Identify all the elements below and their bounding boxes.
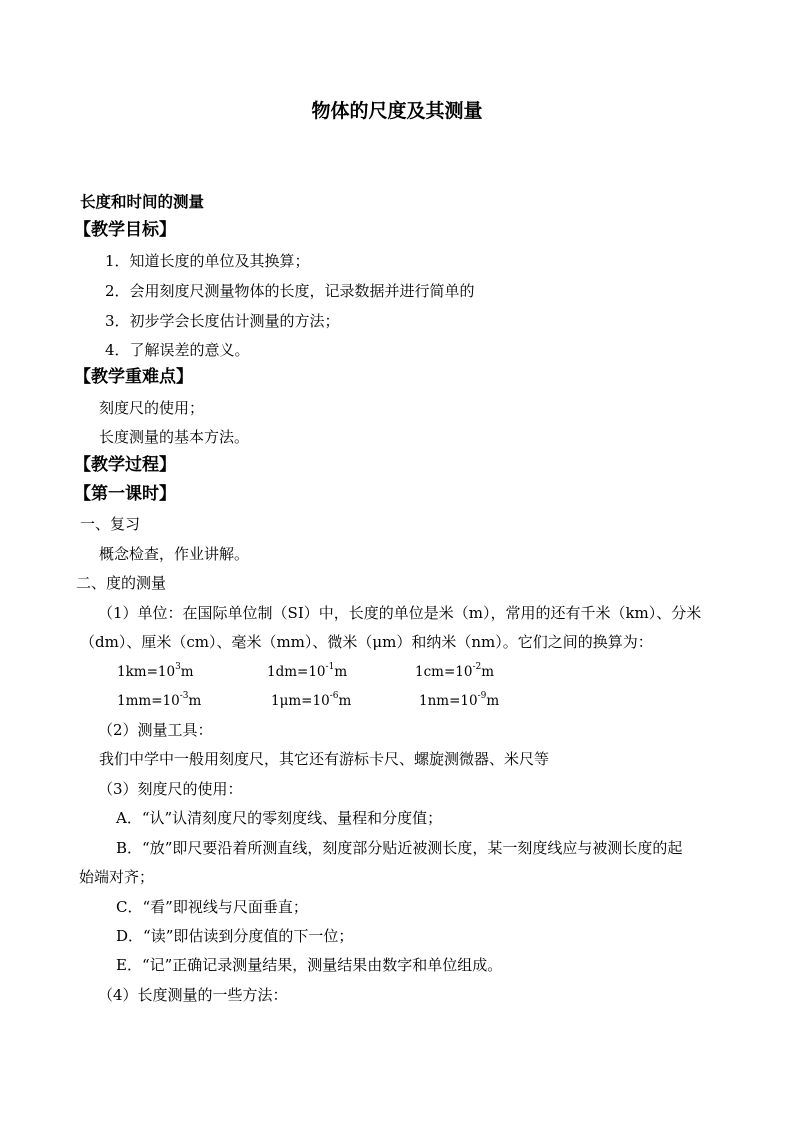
conversion-formula: $1km=10^3m$ bbox=[117, 662, 194, 680]
goal-item: 1．知道长度的单位及其换算； bbox=[105, 252, 310, 270]
process-heading: 【教学过程】 bbox=[74, 455, 176, 475]
page-title: 物体的尺度及其测量 bbox=[311, 100, 483, 122]
key-point-item: 刻度尺的使用； bbox=[99, 399, 205, 417]
methods-heading: （4）长度测量的一些方法： bbox=[98, 986, 288, 1004]
lesson-heading: 【第一课时】 bbox=[74, 484, 176, 504]
goal-item: 3．初步学会长度估计测量的方法； bbox=[105, 312, 340, 330]
ruler-step-continuation: 始端对齐； bbox=[79, 868, 155, 886]
key-points-heading: 【教学重难点】 bbox=[74, 367, 193, 387]
tools-heading: （2）测量工具： bbox=[98, 721, 213, 739]
key-point-item: 长度测量的基本方法。 bbox=[99, 428, 250, 446]
ruler-heading: （3）刻度尺的使用： bbox=[98, 780, 243, 798]
conversion-formula: $1cm=10^{-2}m$ bbox=[415, 662, 495, 680]
unit-paragraph-line: （1）单位：在国际单位制（SI）中，长度的单位是米（m），常用的还有千米（km）、分米 bbox=[98, 604, 702, 622]
conversion-formula: $1dm=10^{-1}m$ bbox=[267, 662, 348, 680]
ruler-step: D．“读”即估读到分度值的下一位； bbox=[116, 927, 354, 945]
goal-item: 2．会用刻度尺测量物体的长度，记录数据并进行简单的 bbox=[105, 282, 475, 300]
tools-text: 我们中学中一般用刻度尺，其它还有游标卡尺、螺旋测微器、米尺等 bbox=[99, 750, 550, 768]
ruler-step: B．“放”即尺要沿着所测直线，刻度部分贴近被测长度，某一刻度线应与被测长度的起 bbox=[116, 839, 683, 857]
review-heading: 一、复习 bbox=[80, 515, 141, 533]
ruler-step: A．“认”认清刻度尺的零刻度线、量程和分度值； bbox=[116, 809, 443, 827]
ruler-step: C．“看”即视线与尺面垂直； bbox=[116, 898, 308, 916]
unit-paragraph-line: （dm）、厘米（cm）、毫米（mm）、微米（μm）和纳米（nm）。它们之间的换算为： bbox=[80, 633, 653, 651]
conversion-formula: $1mm=10^{-3}m$ bbox=[117, 691, 202, 709]
measure-heading: 二、度的测量 bbox=[76, 574, 167, 592]
conversion-formula: $1\mu m=10^{-6}m$ bbox=[271, 691, 352, 709]
goal-item: 4．了解误差的意义。 bbox=[105, 341, 250, 359]
section-subtitle: 长度和时间的测量 bbox=[80, 192, 205, 211]
conversion-formula: $1nm=10^{-9}m$ bbox=[419, 691, 500, 709]
goals-heading: 【教学目标】 bbox=[74, 220, 176, 240]
ruler-step: E．“记”正确记录测量结果，测量结果由数字和单位组成。 bbox=[116, 956, 503, 974]
review-text: 概念检查，作业讲解。 bbox=[99, 545, 250, 563]
